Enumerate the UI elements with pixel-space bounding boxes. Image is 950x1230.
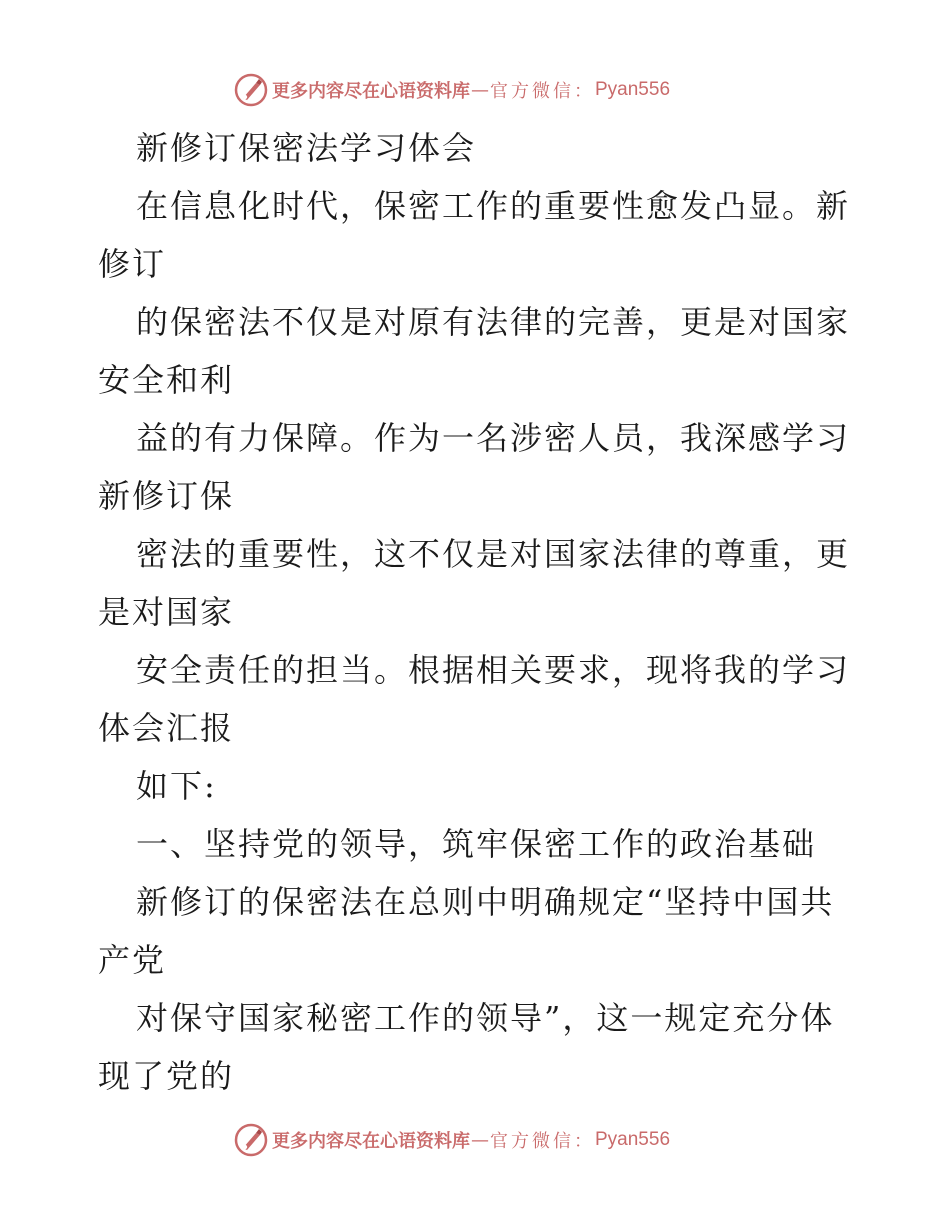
paragraph-line: 修订 [98, 245, 167, 283]
footer-dash: — [471, 1129, 489, 1151]
paragraph-line: 安全责任的担当。根据相关要求，现将我的学习 [136, 651, 851, 689]
footer-brand-text: 更多内容尽在心语资料库 [272, 1131, 470, 1152]
document-title: 新修订保密法学习体会 [136, 129, 477, 167]
paragraph-line: 产党 [98, 941, 167, 979]
quill-pen-logo-icon [234, 1123, 268, 1157]
paragraph-line: 体会汇报 [98, 709, 235, 747]
section-heading: 一、坚持党的领导，筑牢保密工作的政治基础 [136, 825, 817, 863]
paragraph-line: 新修订的保密法在总则中明确规定“坚持中国共 [136, 883, 835, 921]
paragraph-line: 新修订保 [98, 477, 235, 515]
paragraph-line: 如下: [136, 767, 217, 805]
paragraph-line: 益的有力保障。作为一名涉密人员，我深感学习 [136, 419, 851, 457]
footer-official-label: 官方微信： [490, 1131, 595, 1152]
header-dash: — [471, 79, 489, 101]
paragraph-line: 安全和利 [98, 361, 235, 399]
paragraph-line: 密法的重要性，这不仅是对国家法律的尊重，更 [136, 535, 851, 573]
header-official-label: 官方微信： [490, 81, 595, 102]
paragraph-line: 现了党的 [98, 1057, 235, 1095]
footer-wechat-id: Pyan556 [595, 1129, 671, 1150]
paragraph-line: 对保守国家秘密工作的领导”，这一规定充分体 [136, 999, 835, 1037]
paragraph-line: 的保密法不仅是对原有法律的完善，更是对国家 [136, 303, 851, 341]
footer-banner [234, 1120, 670, 1160]
header-banner [234, 70, 670, 110]
header-wechat-id: Pyan556 [595, 79, 671, 100]
paragraph-line: 是对国家 [98, 593, 235, 631]
header-brand-text: 更多内容尽在心语资料库 [272, 81, 470, 102]
quill-pen-logo-icon [234, 73, 268, 107]
paragraph-line: 在信息化时代，保密工作的重要性愈发凸显。新 [136, 187, 851, 225]
